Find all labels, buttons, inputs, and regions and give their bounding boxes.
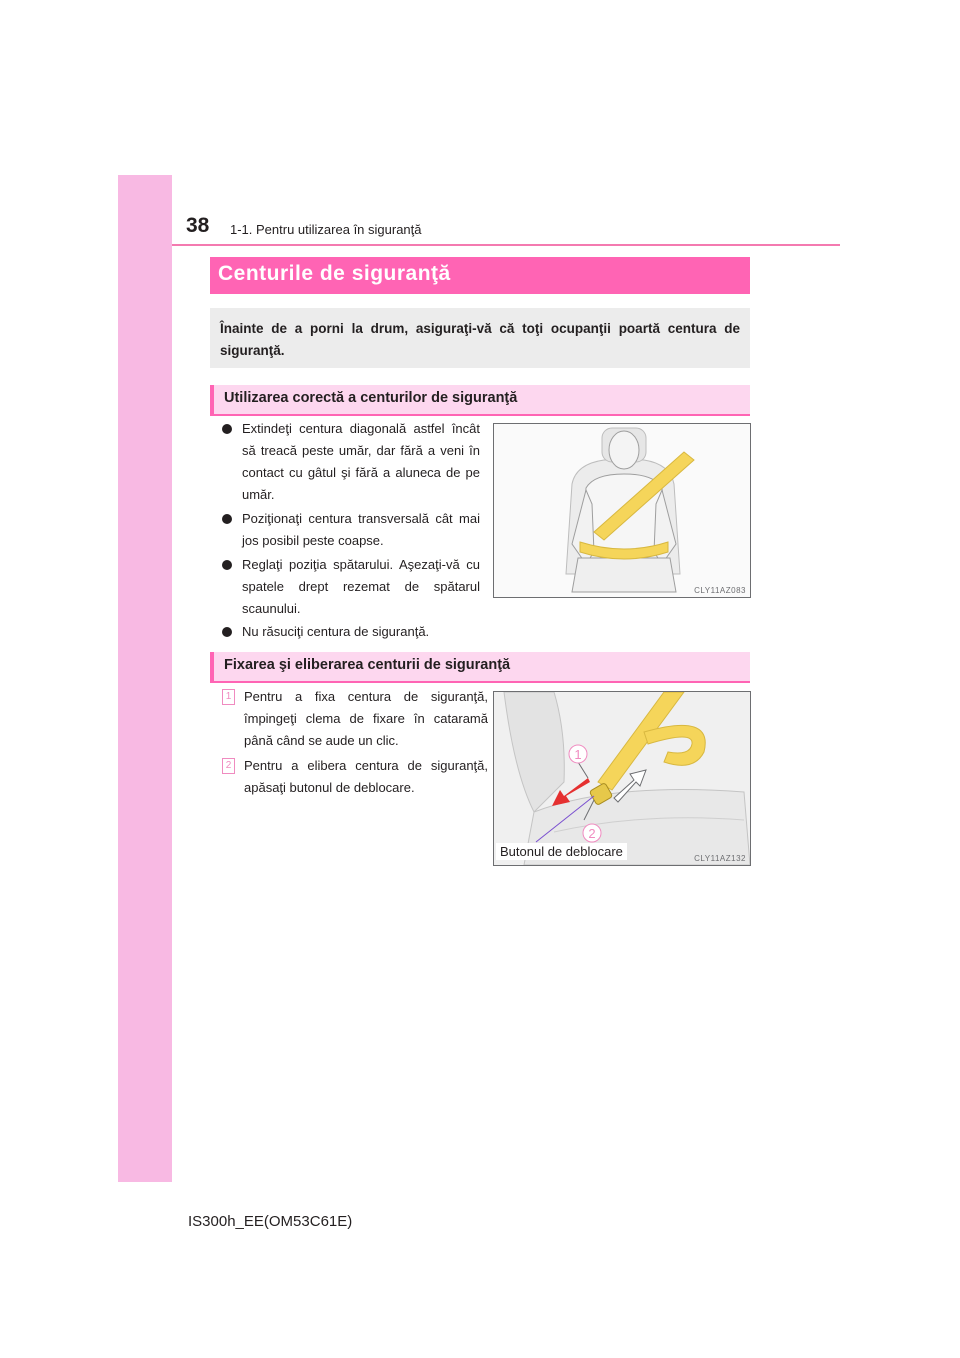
step-item <box>222 686 492 754</box>
section-breadcrumb: 1-1. Pentru utilizarea în siguranţă <box>230 222 422 237</box>
bullet-text: Poziţionaţi centura transversală cât mai jos posibil peste coapse. <box>242 511 480 548</box>
figure-buckle <box>493 691 751 866</box>
header-divider <box>172 244 840 246</box>
intro-box <box>210 308 750 368</box>
step-number-badge: 2 <box>222 758 235 774</box>
figure-code: CLY11AZ132 <box>694 854 746 863</box>
callout-number-2: 2 <box>588 826 596 841</box>
figure-code: CLY11AZ083 <box>694 586 746 595</box>
bullet-text: Extindeţi centura diagonală astfel încât să treacă peste umăr, dar fără a veni în contact cu gâtul şi fără a aluneca de pe umăr. <box>242 421 480 502</box>
bullet-icon <box>222 627 232 637</box>
subheading-correct-use <box>210 385 750 414</box>
page-title-bar <box>210 257 750 294</box>
side-tab-bar <box>118 175 172 1182</box>
release-button-label: Butonul de deblocare <box>496 843 627 860</box>
bullet-text: Nu răsuciţi centura de siguranţă. <box>242 624 430 639</box>
intro-text: Înainte de a porni la drum, asiguraţi-vă că toţi ocupanţii poartă centura de siguranţă. <box>220 321 740 358</box>
callout-number-1: 1 <box>574 747 582 762</box>
bullet-icon <box>222 560 232 570</box>
step-text: Pentru a elibera centura de siguranţă, apăsaţi butonul de deblocare. <box>244 758 488 795</box>
page-number: 38 <box>186 214 210 237</box>
bullet-item <box>222 508 480 554</box>
buckle-illustration <box>494 692 750 865</box>
bullet-item <box>222 418 480 508</box>
step-number-badge: 1 <box>222 689 235 705</box>
bullet-icon <box>222 514 232 524</box>
step-item <box>222 755 492 801</box>
subheading-fasten-release <box>210 652 750 681</box>
step-text: Pentru a fixa centura de siguranţă, împingeţi clema de fixare în cataramă până când se aude un clic. <box>244 689 488 748</box>
bullet-icon <box>222 424 232 434</box>
page-title: Centurile de siguranţă <box>218 262 451 285</box>
bullet-item <box>222 621 522 645</box>
footer-model-code: IS300h_EE(OM53C61E) <box>188 1213 353 1230</box>
bullet-text: Reglaţi poziţia spătarului. Aşezaţi-vă cu spatele drept rezemat de spătarul scaunului. <box>242 557 480 616</box>
subheading-text: Fixarea şi eliberarea centurii de siguranţă <box>224 657 511 673</box>
bullet-item <box>222 554 480 622</box>
subheading-text: Utilizarea corectă a centurilor de siguranţă <box>224 390 518 406</box>
seated-occupant-illustration <box>494 424 750 597</box>
figure-seated-occupant <box>493 423 751 598</box>
